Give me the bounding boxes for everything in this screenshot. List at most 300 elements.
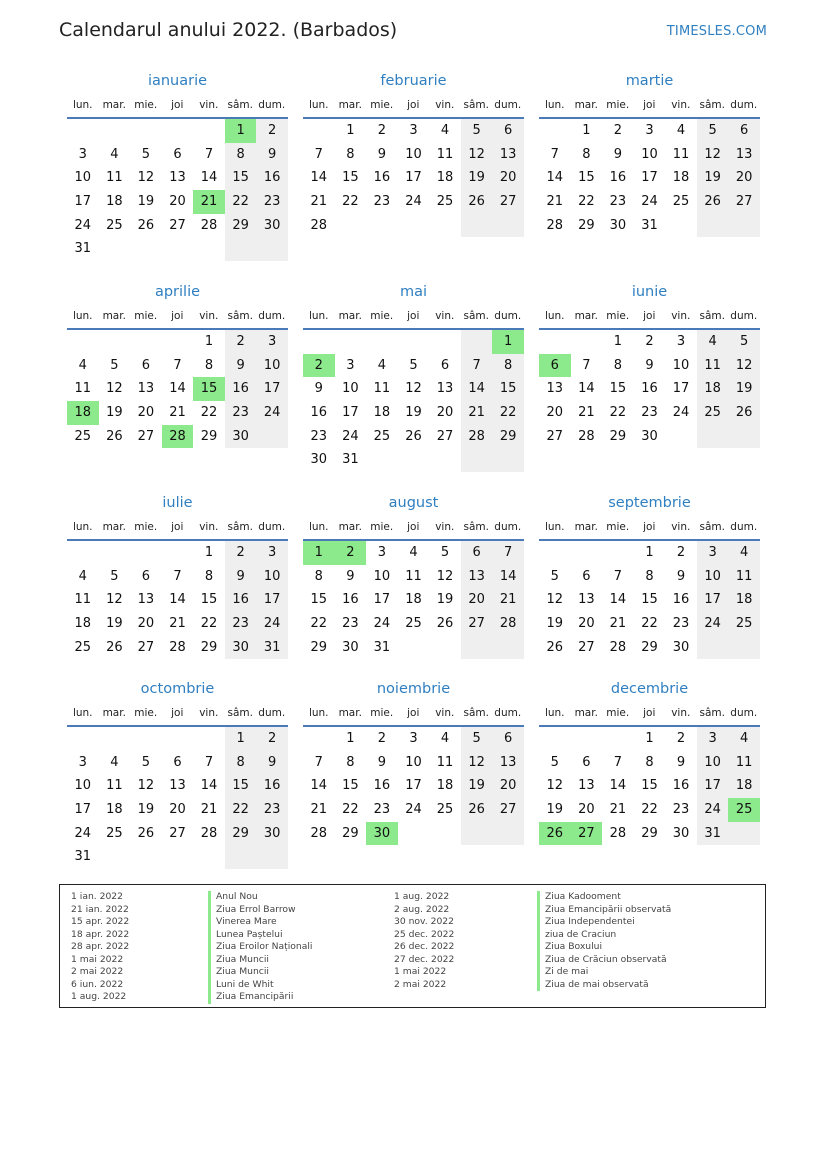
day-cell: 8 (492, 354, 524, 378)
day-cell: 29 (641, 825, 658, 841)
holiday-name: Ziua Boxului (537, 941, 671, 954)
day-cell: 6 (461, 541, 493, 565)
holiday-date: 28 apr. 2022 (71, 941, 130, 952)
weekday-header (67, 514, 288, 539)
day-cell: 7 (314, 754, 323, 770)
day-cell: 22 (310, 616, 328, 632)
empty-day-cell (130, 727, 162, 751)
day-cell: 22 (578, 194, 595, 210)
day-cell: 11 (405, 568, 422, 584)
empty-day-cell (461, 330, 493, 354)
holiday-name: Ziua de mai observată (537, 979, 671, 992)
month-name: noiembrie (376, 681, 451, 697)
day-cell: 13 (137, 592, 155, 608)
day-cell: 3 (697, 541, 729, 565)
holiday-date: 15 apr. 2022 (71, 916, 130, 927)
day-cell: 23 (225, 612, 257, 636)
day-cell: 4 (78, 568, 87, 584)
empty-day-cell (697, 425, 729, 449)
weekday-label: lun. (308, 98, 329, 111)
weekday-label: vin. (199, 98, 219, 111)
day-cell: 15 (342, 778, 359, 794)
day-cell: 21 (169, 405, 186, 421)
day-cell: 2 (377, 123, 387, 138)
weekday-label: mar. (102, 98, 126, 111)
day-cell: 13 (546, 381, 564, 397)
day-cell: 16 (256, 774, 288, 798)
holiday-name: Lunea Paștelui (208, 929, 312, 942)
day-cell: 21 (461, 401, 493, 425)
day-cell: 7 (582, 357, 591, 373)
weekday-header (539, 700, 760, 725)
holiday-name: ziua de Craciun (537, 929, 671, 942)
holiday-name: Ziua Muncii (208, 954, 312, 967)
day-cell: 14 (169, 592, 186, 608)
weekday-header (539, 303, 760, 328)
empty-day-cell (366, 214, 398, 238)
day-cell: 3 (256, 541, 288, 565)
day-cell: 3 (256, 330, 288, 354)
empty-day-cell (429, 822, 461, 846)
day-cell: 18 (74, 616, 92, 632)
weekday-label: vin. (199, 520, 219, 533)
empty-day-cell (665, 214, 697, 238)
day-cell: 4 (728, 541, 760, 565)
day-cell: 22 (200, 616, 218, 632)
day-cell: 8 (225, 143, 257, 167)
weekday-label: mar. (338, 98, 362, 111)
day-cell: 24 (641, 194, 658, 210)
day-cell: 29 (342, 825, 359, 841)
holiday-day-cell: 2 (335, 541, 367, 565)
weekday-label: dum. (730, 98, 758, 111)
month-name: decembrie (610, 681, 689, 697)
day-cell: 26 (461, 190, 493, 214)
weekday-label: sâm. (463, 706, 489, 719)
day-cell: 8 (645, 568, 654, 584)
weekday-label: joi (407, 309, 420, 322)
day-cell: 29 (200, 639, 218, 655)
day-cell: 5 (550, 754, 559, 770)
day-cell: 8 (582, 146, 591, 162)
day-cell: 19 (461, 774, 493, 798)
empty-day-cell (398, 214, 430, 238)
day-cell: 16 (310, 405, 328, 421)
day-cell: 1 (204, 334, 214, 349)
day-cell: 20 (492, 166, 524, 190)
empty-day-cell (398, 636, 430, 660)
day-cell: 31 (697, 822, 729, 846)
weekday-label: lun. (308, 520, 329, 533)
day-cell: 2 (225, 330, 257, 354)
day-cell: 29 (641, 639, 658, 655)
holiday-dates-left (71, 891, 129, 1004)
day-cell: 15 (225, 774, 257, 798)
weekday-label: mie. (370, 309, 394, 322)
day-grid (303, 119, 524, 237)
day-cell: 5 (110, 568, 119, 584)
day-cell: 13 (169, 778, 186, 794)
day-cell: 8 (613, 357, 623, 373)
day-cell: 19 (405, 405, 422, 421)
day-cell: 20 (578, 616, 595, 632)
holiday-date: 1 mai 2022 (394, 966, 447, 977)
weekday-label: joi (643, 706, 656, 719)
day-cell: 25 (697, 401, 729, 425)
day-cell: 14 (200, 170, 218, 186)
day-grid (539, 330, 760, 448)
weekday-label: lun. (72, 520, 93, 533)
day-cell: 29 (609, 428, 627, 444)
empty-day-cell (366, 448, 398, 472)
day-cell: 17 (74, 194, 92, 210)
day-grid (303, 727, 524, 845)
weekday-label: sâm. (699, 98, 725, 111)
empty-day-cell (67, 330, 99, 354)
day-cell: 21 (200, 802, 218, 818)
empty-day-cell (728, 636, 760, 660)
day-cell: 15 (200, 592, 218, 608)
empty-day-cell (162, 541, 194, 565)
day-cell: 14 (492, 565, 524, 589)
day-cell: 25 (106, 217, 123, 233)
day-cell: 29 (225, 214, 257, 238)
day-cell: 6 (492, 727, 524, 751)
empty-day-cell (67, 727, 99, 751)
weekday-label: lun. (308, 309, 329, 322)
empty-day-cell (461, 448, 493, 472)
day-cell: 27 (169, 825, 186, 841)
empty-day-cell (571, 330, 603, 354)
day-grid (67, 119, 288, 261)
holiday-names-left (208, 891, 312, 1004)
holiday-date: 1 aug. 2022 (394, 891, 450, 902)
day-cell: 11 (106, 778, 123, 794)
day-cell: 25 (106, 825, 123, 841)
empty-day-cell (67, 119, 99, 143)
day-cell: 22 (641, 802, 658, 818)
month-iunie (539, 283, 760, 448)
day-cell: 14 (578, 381, 595, 397)
weekday-label: sâm. (227, 706, 253, 719)
month-mai (303, 283, 524, 472)
day-cell: 31 (256, 636, 288, 660)
day-cell: 18 (697, 377, 729, 401)
empty-day-cell (225, 845, 257, 869)
day-cell: 26 (461, 798, 493, 822)
day-cell: 10 (641, 146, 658, 162)
empty-day-cell (193, 845, 225, 869)
day-cell: 26 (546, 639, 564, 655)
day-grid (67, 541, 288, 659)
day-cell: 5 (409, 357, 418, 373)
day-cell: 21 (169, 616, 186, 632)
day-cell: 23 (342, 616, 359, 632)
empty-day-cell (99, 727, 131, 751)
day-cell: 9 (225, 565, 257, 589)
day-cell: 10 (256, 565, 288, 589)
day-cell: 22 (342, 802, 359, 818)
day-cell: 15 (492, 377, 524, 401)
day-cell: 2 (613, 123, 623, 138)
day-grid (303, 330, 524, 472)
day-cell: 20 (137, 405, 155, 421)
day-cell: 15 (342, 170, 359, 186)
weekday-label: joi (407, 98, 420, 111)
weekday-label: mar. (338, 706, 362, 719)
day-cell: 16 (373, 778, 391, 794)
day-cell: 14 (546, 170, 564, 186)
holiday-day-cell: 21 (193, 190, 225, 214)
day-cell: 6 (440, 357, 450, 373)
day-cell: 30 (310, 452, 328, 468)
empty-day-cell (492, 214, 524, 238)
day-cell: 8 (645, 754, 654, 770)
day-cell: 24 (74, 217, 92, 233)
day-cell: 14 (461, 377, 493, 401)
day-cell: 18 (405, 592, 422, 608)
day-cell: 21 (609, 616, 627, 632)
day-cell: 7 (461, 354, 493, 378)
day-cell: 30 (256, 214, 288, 238)
day-cell: 11 (436, 146, 454, 162)
weekday-label: mie. (134, 309, 158, 322)
day-cell: 10 (74, 778, 92, 794)
day-cell: 11 (106, 170, 123, 186)
day-cell: 23 (672, 616, 690, 632)
day-cell: 17 (405, 170, 422, 186)
weekday-label: mie. (134, 98, 158, 111)
weekday-label: mie. (606, 706, 630, 719)
holiday-name: Ziua Independentei (537, 916, 671, 929)
day-cell: 18 (436, 170, 454, 186)
day-cell: 12 (546, 778, 564, 794)
empty-day-cell (130, 845, 162, 869)
day-cell: 16 (225, 377, 257, 401)
day-cell: 10 (697, 751, 729, 775)
day-cell: 13 (578, 592, 595, 608)
weekday-label: sâm. (463, 98, 489, 111)
day-cell: 20 (436, 405, 454, 421)
day-cell: 26 (728, 401, 760, 425)
empty-day-cell (665, 425, 697, 449)
weekday-header (303, 514, 524, 539)
holiday-name: Ziua Emancipării observată (537, 904, 671, 917)
holiday-date: 27 dec. 2022 (394, 953, 455, 965)
day-cell: 4 (110, 754, 119, 770)
weekday-label: mar. (574, 706, 598, 719)
holiday-name: Ziua Emancipării (208, 991, 312, 1004)
holiday-day-cell: 30 (366, 822, 398, 846)
day-cell: 6 (173, 146, 182, 162)
holiday-name: Ziua Eroilor Naționali (208, 941, 312, 954)
day-cell: 16 (609, 170, 627, 186)
day-cell: 10 (74, 170, 92, 186)
day-cell: 5 (550, 568, 559, 584)
day-cell: 11 (728, 565, 760, 589)
day-cell: 3 (346, 357, 355, 373)
day-cell: 27 (546, 428, 564, 444)
day-cell: 22 (641, 616, 658, 632)
weekday-label: sâm. (227, 98, 253, 111)
day-cell: 12 (405, 381, 422, 397)
day-cell: 17 (641, 170, 658, 186)
day-cell: 30 (225, 636, 257, 660)
empty-day-cell (162, 727, 194, 751)
page-title: Calendarul anului 2022. (Barbados) (59, 19, 398, 41)
empty-day-cell (130, 119, 162, 143)
day-cell: 24 (74, 825, 92, 841)
weekday-label: dum. (494, 706, 522, 719)
day-cell: 4 (377, 357, 387, 373)
day-cell: 24 (697, 612, 729, 636)
empty-day-cell (256, 237, 288, 261)
day-cell: 17 (256, 588, 288, 612)
empty-day-cell (303, 330, 335, 354)
day-cell: 15 (641, 778, 658, 794)
day-cell: 19 (546, 802, 564, 818)
holiday-day-cell: 2 (303, 354, 335, 378)
day-cell: 9 (377, 754, 387, 770)
empty-day-cell (697, 636, 729, 660)
month-aprilie (67, 283, 288, 448)
day-cell: 5 (461, 119, 493, 143)
day-cell: 5 (141, 146, 151, 162)
weekday-label: dum. (730, 706, 758, 719)
empty-day-cell (398, 822, 430, 846)
weekday-label: joi (171, 520, 184, 533)
day-cell: 11 (74, 592, 92, 608)
holiday-date: 25 dec. 2022 (394, 928, 455, 940)
empty-day-cell (429, 636, 461, 660)
day-cell: 26 (697, 190, 729, 214)
holiday-name: Ziua Errol Barrow (208, 904, 312, 917)
day-cell: 27 (436, 428, 454, 444)
month-name: martie (625, 73, 674, 89)
day-cell: 28 (609, 825, 627, 841)
day-cell: 21 (546, 194, 564, 210)
day-cell: 23 (225, 401, 257, 425)
day-cell: 13 (169, 170, 186, 186)
day-cell: 18 (106, 802, 123, 818)
day-cell: 5 (697, 119, 729, 143)
day-cell: 7 (173, 357, 182, 373)
day-cell: 16 (342, 592, 359, 608)
day-cell: 20 (137, 616, 155, 632)
day-cell: 30 (342, 639, 359, 655)
empty-day-cell (130, 330, 162, 354)
day-cell: 31 (342, 452, 359, 468)
day-cell: 28 (310, 825, 328, 841)
empty-day-cell (461, 822, 493, 846)
day-cell: 11 (436, 754, 454, 770)
empty-day-cell (335, 214, 367, 238)
day-cell: 30 (672, 825, 690, 841)
weekday-label: mie. (606, 309, 630, 322)
day-cell: 1 (582, 123, 591, 138)
weekday-label: joi (643, 309, 656, 322)
day-cell: 27 (728, 190, 760, 214)
weekday-label: sâm. (227, 520, 253, 533)
day-cell: 27 (137, 639, 155, 655)
day-cell: 17 (405, 778, 422, 794)
month-name: februarie (380, 73, 447, 89)
day-cell: 25 (672, 194, 690, 210)
empty-day-cell (193, 119, 225, 143)
day-cell: 19 (461, 166, 493, 190)
holiday-name: Ziua Muncii (208, 966, 312, 979)
day-cell: 11 (373, 381, 391, 397)
day-cell: 10 (672, 357, 690, 373)
holiday-day-cell: 25 (728, 798, 760, 822)
site-logo[interactable]: TIMESLES.COM (666, 24, 767, 39)
day-cell: 12 (461, 143, 493, 167)
day-cell: 30 (225, 425, 257, 449)
weekday-label: dum. (258, 706, 286, 719)
weekday-header (303, 303, 524, 328)
day-cell: 16 (256, 166, 288, 190)
empty-day-cell (99, 845, 131, 869)
day-cell: 1 (204, 545, 214, 560)
day-cell: 24 (256, 401, 288, 425)
day-cell: 20 (169, 194, 186, 210)
day-cell: 26 (106, 639, 123, 655)
day-cell: 28 (200, 217, 218, 233)
day-cell: 28 (492, 612, 524, 636)
day-cell: 9 (314, 381, 323, 397)
day-cell: 26 (405, 428, 422, 444)
weekday-label: joi (407, 520, 420, 533)
day-cell: 7 (173, 568, 182, 584)
day-cell: 25 (373, 428, 391, 444)
day-cell: 24 (373, 616, 391, 632)
day-cell: 29 (578, 217, 595, 233)
empty-day-cell (193, 727, 225, 751)
day-cell: 2 (676, 545, 686, 560)
weekday-label: mie. (370, 706, 394, 719)
empty-day-cell (303, 727, 335, 751)
day-cell: 23 (609, 194, 627, 210)
day-cell: 3 (697, 727, 729, 751)
empty-day-cell (539, 330, 571, 354)
day-cell: 12 (436, 568, 454, 584)
day-cell: 10 (405, 146, 422, 162)
day-cell: 25 (405, 616, 422, 632)
holiday-name: Ziua Kadooment (537, 891, 671, 904)
holiday-day-cell: 1 (303, 541, 335, 565)
weekday-label: lun. (544, 706, 565, 719)
day-cell: 21 (492, 588, 524, 612)
day-cell: 7 (613, 754, 623, 770)
weekday-label: joi (171, 309, 184, 322)
holiday-day-cell: 26 (539, 822, 571, 846)
weekday-label: joi (407, 706, 420, 719)
day-cell: 18 (728, 588, 760, 612)
day-cell: 10 (697, 565, 729, 589)
day-cell: 8 (346, 754, 355, 770)
weekday-label: lun. (72, 98, 93, 111)
weekday-label: joi (643, 520, 656, 533)
day-cell: 5 (728, 330, 760, 354)
holiday-date: 21 ian. 2022 (71, 903, 129, 915)
day-cell: 4 (110, 146, 119, 162)
day-cell: 20 (169, 802, 186, 818)
day-cell: 6 (728, 119, 760, 143)
day-cell: 21 (609, 802, 627, 818)
empty-day-cell (256, 845, 288, 869)
day-cell: 8 (346, 146, 355, 162)
empty-day-cell (697, 214, 729, 238)
